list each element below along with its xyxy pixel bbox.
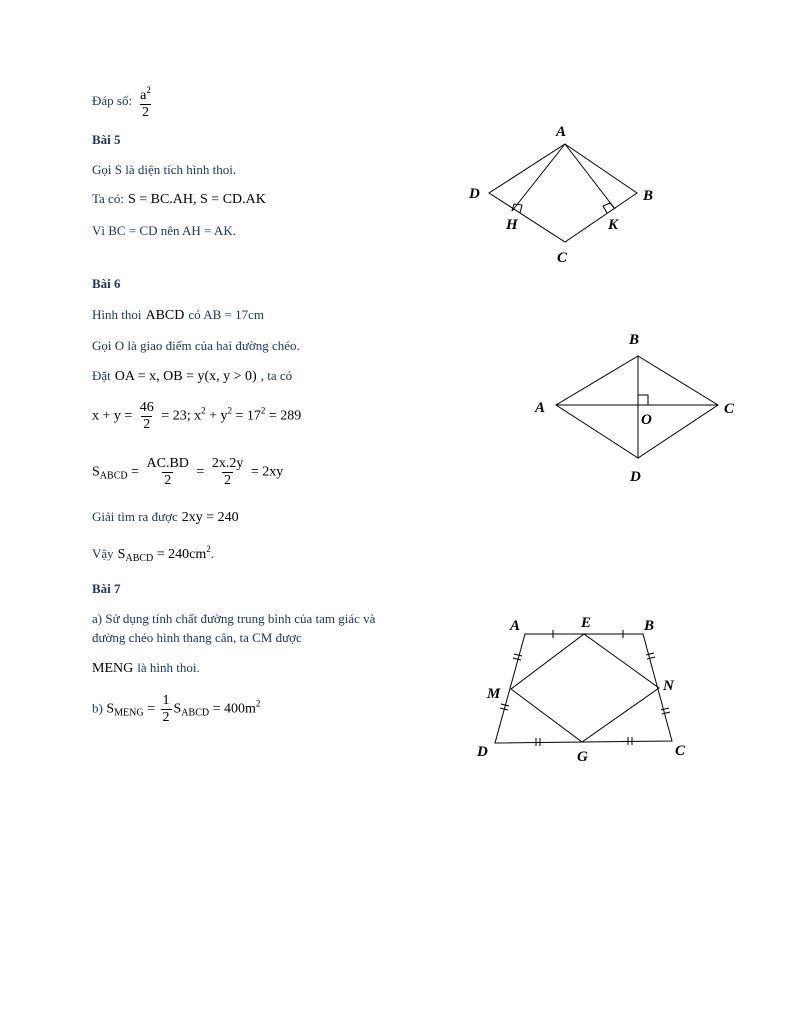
bai6-line1: Hình thoi ABCD có AB = 17cm [92, 307, 264, 323]
bai6-label-o: O [641, 412, 652, 428]
bai5-label-k: K [608, 217, 619, 233]
bai6-equation1: x + y = $\frac{46}{2}$ = 23; $x^2 + y^2 = 17^2 = 289$ [92, 400, 302, 432]
bai5-label-b: B [643, 188, 654, 204]
bai6-line6: Giải tìm ra được 2xy = 240 [92, 509, 239, 525]
bai7-title: Bài 7 [92, 581, 121, 596]
bai5-label-c: C [557, 250, 568, 266]
bai6-line2: Gọi O là giao điểm của hai đường chéo. [92, 338, 300, 353]
bai7-label-c: C [675, 743, 686, 759]
answer-label: Đáp số: [92, 93, 133, 109]
bai6-label-c: C [724, 401, 735, 417]
bai5-line3: Vì BC = CD nên AH = AK. [92, 223, 236, 238]
bai7-label-a: A [510, 618, 521, 634]
bai7-a-line2: đường chéo hình thang cân, ta CM được [92, 630, 302, 645]
bai7-label-e: E [581, 615, 592, 631]
bai5-label-h: H [506, 217, 518, 233]
bai7-label-g: G [577, 749, 588, 765]
answer-fraction: $\frac{a^2}{2}$ [140, 85, 151, 120]
bai6-label-a: A [535, 400, 546, 416]
bai6-line3: Đặt OA = x, OB = y(x, y > 0) , ta có [92, 368, 293, 384]
bai6-label-d: D [630, 469, 641, 485]
bai5-title: Bài 5 [92, 132, 121, 147]
bai5-label-a: A [556, 124, 567, 140]
bai6-equation2: $S_{ABCD}$ = $\frac{AC.BD}{2}$ = $\frac{2x.2y}{2}$ = 2xy [92, 456, 284, 488]
bai5-line1: Gọi S là diện tích hình thoi. [92, 162, 237, 177]
bai7-label-d: D [477, 744, 488, 760]
bai6-title: Bài 6 [92, 276, 121, 291]
bai7-b-equation: b) $S_{MENG}$ = $\frac{1}{2}$ $S_{ABCD} = 400m^2$ [92, 693, 261, 725]
bai7-a-line3: MENG là hình thoi. [92, 660, 200, 676]
bai6-label-b: B [629, 332, 640, 348]
bai7-label-n: N [663, 678, 674, 694]
bai5-label-d: D [469, 186, 480, 202]
bai5-line2: Ta có: S = BC.AH, S = CD.AK [92, 191, 266, 207]
bai7-a-line1: a) Sử dụng tính chất đường trung bình của tam giác và [92, 611, 376, 626]
bai7-label-m: M [487, 686, 501, 702]
bai6-line7: Vậy $S_{ABCD} = 240cm^2$. [92, 544, 215, 564]
bai7-label-b: B [644, 618, 655, 634]
